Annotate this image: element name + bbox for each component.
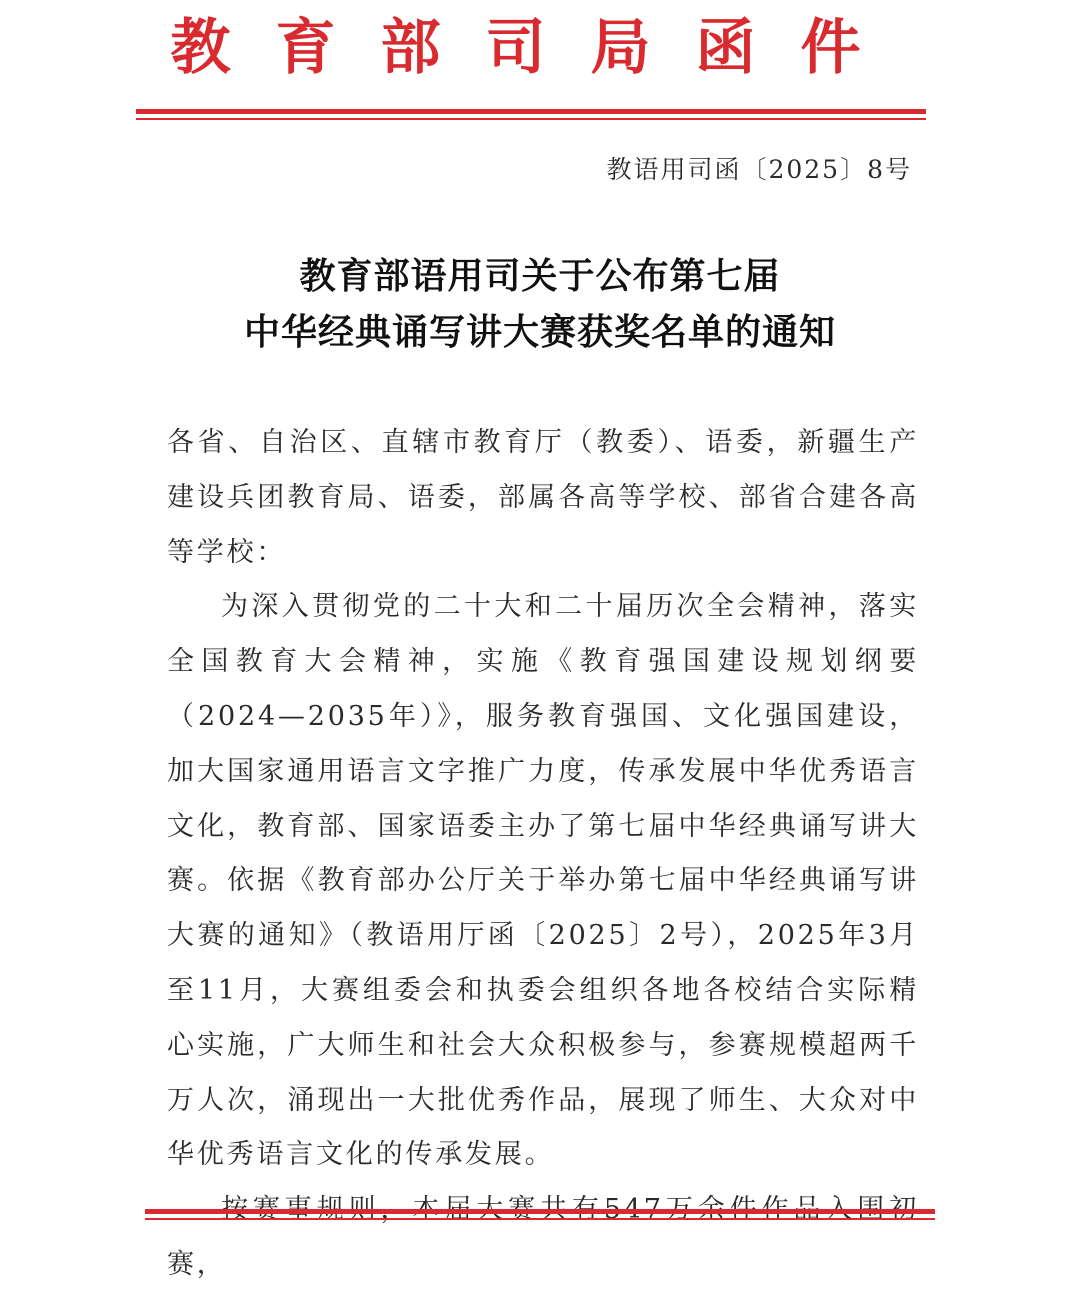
footer-red-rule-thick	[145, 1209, 935, 1214]
body-paragraph-2: 赛，	[167, 1248, 227, 1280]
document-number: 教语用司函〔2025〕8号	[606, 155, 912, 184]
addressee-paragraph: 各省、自治区、直辖市教育厅（教委）、语委，新疆生产建设兵团教育局、语委，部属各高等学校、部省合建各高等学校：	[167, 427, 919, 568]
header-title: 教育部司局函件	[170, 13, 906, 83]
document-title-line-1: 教育部语用司关于公布第七届	[299, 255, 781, 297]
body-paragraph-1: 为深入贯彻党的二十大和二十届历次全会精神，落实全国教育大会精神，实施《教育强国建设规划纲要（2024—2035年）》，服务教育强国、文化强国建设，加大国家通用语言文字推广力度，传承发展中华优秀语言文化，教育部、国家语委主办了第七届中华经典诵写讲大赛。依据《教育部办公厅关于举办第七届中华经典诵写讲大赛的通知》（教语用厅函〔2025〕2号），2025年3月至11月，大赛组委会和执委会组织各地各校结合实际精心实施，广大师生和社会大众积极参与，参赛规模超两千万人次，涌现出一大批优秀作品，展现了师生、大众对中华优秀语言文化的传承发展。	[167, 591, 919, 1171]
header-red-rule-thin	[136, 118, 926, 120]
document-title	[0, 248, 1080, 360]
document-header	[0, 8, 1080, 88]
footer-red-rule-thin	[145, 1218, 935, 1220]
document-body	[167, 416, 919, 1293]
header-red-rule-thick	[136, 109, 926, 114]
document-title-line-2: 中华经典诵写讲大赛获奖名单的通知	[243, 311, 836, 353]
